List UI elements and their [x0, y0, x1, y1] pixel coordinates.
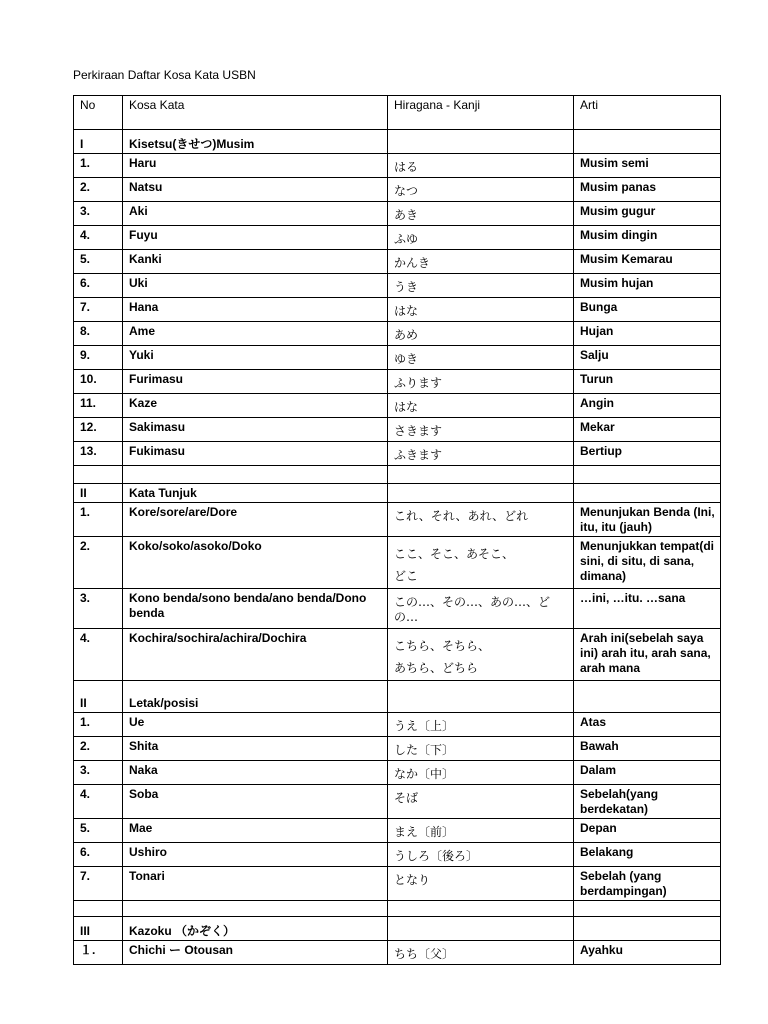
row-kosa-kata-text: Ushiro: [129, 845, 168, 859]
row-hiragana-kanji: [388, 537, 574, 589]
header-hiragana-kanji: Hiragana - Kanji: [388, 96, 574, 130]
row-number: [74, 394, 123, 418]
row-kosa-kata-text: Fukimasu: [129, 444, 186, 458]
row-number: [74, 346, 123, 370]
row-hiragana-kanji-text: [394, 486, 568, 490]
row-kosa-kata: [123, 154, 388, 178]
row-hiragana-kanji-text: うしろ〔後ろ〕: [394, 849, 479, 863]
row-kosa-kata: [123, 761, 388, 785]
row-kosa-kata: [123, 418, 388, 442]
row-hiragana-kanji: [388, 202, 574, 226]
row-kosa-kata-text: Natsu: [129, 180, 163, 194]
row-arti: [574, 226, 721, 250]
row-number-text: 2.: [80, 539, 91, 553]
row-hiragana-kanji-text: [394, 132, 568, 136]
row-kosa-kata: [123, 466, 388, 484]
row-hiragana-kanji-text: うき: [394, 280, 419, 294]
row-number: [74, 202, 123, 226]
row-arti-text: Bawah: [580, 739, 619, 753]
row-arti: [574, 370, 721, 394]
row-hiragana-kanji-text: ふゆ: [394, 232, 419, 246]
row-number-text: 4.: [80, 228, 91, 242]
row-arti-text: Arah ini(sebelah saya ini) arah itu, arah sana, arah mana: [580, 631, 711, 675]
section-header-row: [74, 484, 721, 503]
row-hiragana-kanji: [388, 737, 574, 761]
row-hiragana-kanji-text: ふります: [394, 376, 443, 390]
row-hiragana-kanji-text: はな: [394, 304, 419, 318]
row-hiragana-kanji-text: ゆき: [394, 352, 419, 366]
row-arti-text: …ini, …itu. …sana: [580, 591, 686, 605]
row-number-text: 1.: [80, 715, 91, 729]
row-arti-text: Atas: [580, 715, 607, 729]
row-arti: [574, 917, 721, 941]
row-number: [74, 322, 123, 346]
row-number-text: 7.: [80, 300, 91, 314]
table-row: [74, 250, 721, 274]
table-row: [74, 226, 721, 250]
row-hiragana-kanji: [388, 394, 574, 418]
row-number-text: 7.: [80, 869, 91, 883]
row-arti: [574, 202, 721, 226]
row-number-text: 1.: [80, 156, 91, 170]
row-kosa-kata-text: Ue: [129, 715, 145, 729]
blank-row: [74, 466, 721, 484]
row-arti: [574, 713, 721, 737]
row-arti-text: Musim semi: [580, 156, 649, 170]
row-kosa-kata: [123, 178, 388, 202]
row-arti: [574, 322, 721, 346]
row-arti: [574, 941, 721, 965]
row-hiragana-kanji: [388, 785, 574, 819]
row-hiragana-kanji: [388, 346, 574, 370]
row-arti-text: Dalam: [580, 763, 617, 777]
row-kosa-kata: [123, 843, 388, 867]
row-kosa-kata: [123, 202, 388, 226]
row-arti: [574, 843, 721, 867]
row-arti: [574, 250, 721, 274]
row-hiragana-kanji: [388, 941, 574, 965]
row-number: [74, 867, 123, 901]
row-kosa-kata: [123, 941, 388, 965]
row-hiragana-kanji: [388, 901, 574, 917]
row-number-text: 10.: [80, 372, 97, 386]
row-number-text: 3.: [80, 763, 91, 777]
row-kosa-kata: [123, 394, 388, 418]
row-hiragana-kanji: [388, 819, 574, 843]
row-number: [74, 418, 123, 442]
row-number-text: 6.: [80, 845, 91, 859]
row-arti-text: Sebelah (yang berdampingan): [580, 869, 667, 898]
row-hiragana-kanji-text: ふきます: [394, 448, 443, 462]
row-kosa-kata: [123, 629, 388, 681]
row-kosa-kata-text: Chichi ー Otousan: [129, 943, 234, 957]
row-kosa-kata: [123, 785, 388, 819]
row-hiragana-kanji: [388, 154, 574, 178]
row-arti-text: Musim gugur: [580, 204, 656, 218]
row-kosa-kata-text: Koko/soko/asoko/Doko: [129, 539, 262, 553]
row-kosa-kata: [123, 298, 388, 322]
row-kosa-kata: [123, 484, 388, 503]
row-number-text: II: [80, 486, 87, 500]
row-hiragana-kanji-text: はる: [394, 160, 419, 174]
row-arti: [574, 737, 721, 761]
row-number: [74, 589, 123, 629]
row-kosa-kata: [123, 901, 388, 917]
row-kosa-kata-text: Furimasu: [129, 372, 184, 386]
row-kosa-kata: [123, 681, 388, 713]
header-kosa-kata: Kosa Kata: [123, 96, 388, 130]
row-kosa-kata-text: Kazoku （かぞく）: [129, 924, 236, 938]
vocabulary-table: [73, 95, 721, 965]
document-title: Perkiraan Daftar Kosa Kata USBN: [73, 68, 256, 82]
row-kosa-kata: [123, 442, 388, 466]
row-hiragana-kanji-text: はな: [394, 400, 419, 414]
row-arti-text: Menunjukan Benda (Ini, itu, itu (jauh): [580, 505, 715, 534]
row-number: [74, 819, 123, 843]
row-number: [74, 154, 123, 178]
row-hiragana-kanji: [388, 130, 574, 154]
row-kosa-kata-text: Sakimasu: [129, 420, 186, 434]
row-hiragana-kanji-text: かんき: [394, 256, 431, 270]
row-kosa-kata: [123, 737, 388, 761]
row-kosa-kata-text: Kore/sore/are/Dore: [129, 505, 238, 519]
row-hiragana-kanji-text: ちち〔父〕: [394, 947, 455, 961]
row-kosa-kata-text: Mae: [129, 821, 153, 835]
header-no: No: [74, 96, 123, 130]
row-arti: [574, 346, 721, 370]
table-row: [74, 867, 721, 901]
section-header-row: [74, 917, 721, 941]
row-arti: [574, 484, 721, 503]
row-hiragana-kanji: [388, 629, 574, 681]
row-hiragana-kanji: [388, 503, 574, 537]
row-number-text: 2.: [80, 739, 91, 753]
row-number: [74, 681, 123, 713]
table-row: [74, 785, 721, 819]
row-arti-text: Musim dingin: [580, 228, 658, 242]
row-hiragana-kanji-text: さきます: [394, 424, 443, 438]
row-hiragana-kanji: [388, 761, 574, 785]
row-kosa-kata: [123, 917, 388, 941]
row-hiragana-kanji-text: [394, 919, 568, 923]
row-kosa-kata: [123, 819, 388, 843]
row-number-text: 11.: [80, 396, 97, 410]
row-arti: [574, 154, 721, 178]
row-number-text: 2.: [80, 180, 91, 194]
row-arti: [574, 466, 721, 484]
row-hiragana-kanji-text: なつ: [394, 184, 419, 198]
row-arti-text: Musim panas: [580, 180, 657, 194]
row-number: [74, 250, 123, 274]
row-arti-text: Ayahku: [580, 943, 623, 957]
row-hiragana-kanji-text: ここ、そこ、あそこ、 どこ: [394, 547, 515, 583]
row-kosa-kata-text: Fuyu: [129, 228, 158, 242]
table-row: [74, 713, 721, 737]
table-row: [74, 274, 721, 298]
row-arti: [574, 761, 721, 785]
row-number: [74, 901, 123, 917]
row-arti: [574, 503, 721, 537]
row-arti: [574, 901, 721, 917]
row-kosa-kata-text: Yuki: [129, 348, 154, 362]
section-header-row: [74, 681, 721, 713]
row-arti: [574, 537, 721, 589]
row-arti-text: Bunga: [580, 300, 618, 314]
row-number: [74, 917, 123, 941]
row-arti: [574, 298, 721, 322]
row-kosa-kata: [123, 322, 388, 346]
row-arti-text: Salju: [580, 348, 609, 362]
row-arti-text: Sebelah(yang berdekatan): [580, 787, 659, 816]
row-number-text: １.: [80, 943, 96, 957]
row-hiragana-kanji: [388, 178, 574, 202]
row-kosa-kata-text: Naka: [129, 763, 158, 777]
row-number-text: 1.: [80, 505, 91, 519]
row-number: [74, 274, 123, 298]
row-hiragana-kanji: [388, 298, 574, 322]
row-number: [74, 370, 123, 394]
table-row: [74, 418, 721, 442]
row-hiragana-kanji-text: これ、それ、あれ、どれ: [394, 509, 529, 523]
table-row: [74, 394, 721, 418]
row-kosa-kata-text: Kata Tunjuk: [129, 486, 197, 500]
row-number: [74, 629, 123, 681]
row-hiragana-kanji: [388, 917, 574, 941]
row-kosa-kata-text: Haru: [129, 156, 157, 170]
blank-row: [74, 901, 721, 917]
table-row: [74, 503, 721, 537]
row-arti: [574, 819, 721, 843]
table-row: [74, 202, 721, 226]
row-kosa-kata-text: Kanki: [129, 252, 162, 266]
row-hiragana-kanji: [388, 843, 574, 867]
row-number: [74, 785, 123, 819]
row-arti: [574, 394, 721, 418]
row-arti: [574, 785, 721, 819]
row-hiragana-kanji-text: うえ〔上〕: [394, 719, 455, 733]
row-arti-text: Belakang: [580, 845, 634, 859]
row-kosa-kata-text: Shita: [129, 739, 159, 753]
row-kosa-kata: [123, 503, 388, 537]
row-kosa-kata: [123, 250, 388, 274]
row-number-text: 8.: [80, 324, 91, 338]
row-kosa-kata-text: Tonari: [129, 869, 165, 883]
row-arti-text: Menunjukkan tempat(di sini, di situ, di sana, dimana): [580, 539, 715, 583]
table-row: [74, 442, 721, 466]
table-row: [74, 589, 721, 629]
row-hiragana-kanji: [388, 250, 574, 274]
row-arti: [574, 681, 721, 713]
row-kosa-kata-text: Uki: [129, 276, 148, 290]
row-hiragana-kanji: [388, 713, 574, 737]
row-arti: [574, 274, 721, 298]
row-hiragana-kanji: [388, 681, 574, 713]
row-kosa-kata-text: Hana: [129, 300, 159, 314]
row-hiragana-kanji: [388, 484, 574, 503]
row-hiragana-kanji-text: この…、その…、あの…、どの…: [394, 595, 551, 624]
row-hiragana-kanji-text: となり: [394, 873, 431, 887]
row-number-text: 4.: [80, 631, 91, 645]
table-row: [74, 737, 721, 761]
row-kosa-kata-text: Kisetsu(きせつ)Musim: [129, 137, 255, 151]
row-number-text: 3.: [80, 204, 91, 218]
row-number: [74, 503, 123, 537]
row-arti: [574, 418, 721, 442]
row-number: [74, 843, 123, 867]
row-hiragana-kanji-text: そば: [394, 791, 419, 805]
row-hiragana-kanji: [388, 442, 574, 466]
table-row: [74, 154, 721, 178]
row-number: [74, 713, 123, 737]
row-number-text: III: [80, 924, 91, 938]
row-number: [74, 484, 123, 503]
row-kosa-kata-text: Ame: [129, 324, 156, 338]
row-number: [74, 442, 123, 466]
row-number: [74, 761, 123, 785]
table-row: [74, 178, 721, 202]
row-kosa-kata-text: Soba: [129, 787, 159, 801]
row-arti-text: Angin: [580, 396, 614, 410]
table-row: [74, 843, 721, 867]
table-row: [74, 941, 721, 965]
table-header-row: [74, 96, 721, 130]
row-arti-text: Depan: [580, 821, 617, 835]
row-arti-text: Turun: [580, 372, 614, 386]
table-row: [74, 761, 721, 785]
row-number: [74, 537, 123, 589]
table-body: [74, 130, 721, 965]
row-number: [74, 298, 123, 322]
row-number: [74, 466, 123, 484]
table-row: [74, 819, 721, 843]
row-kosa-kata-text: Letak/posisi: [129, 696, 199, 710]
row-number-text: 9.: [80, 348, 91, 362]
row-number-text: 13.: [80, 444, 97, 458]
header-arti: Arti: [574, 96, 721, 130]
table-row: [74, 346, 721, 370]
row-number-text: II: [80, 696, 87, 710]
row-arti-text: Musim hujan: [580, 276, 654, 290]
row-arti-text: Hujan: [580, 324, 614, 338]
table-row: [74, 629, 721, 681]
row-hiragana-kanji: [388, 322, 574, 346]
row-number-text: 12.: [80, 420, 97, 434]
row-hiragana-kanji-text: こちら、そちら、 あちら、どちら: [394, 639, 491, 675]
row-hiragana-kanji: [388, 867, 574, 901]
row-arti: [574, 867, 721, 901]
row-arti-text: Bertiup: [580, 444, 622, 458]
row-kosa-kata: [123, 370, 388, 394]
row-arti: [574, 629, 721, 681]
row-number-text: 6.: [80, 276, 91, 290]
row-kosa-kata: [123, 130, 388, 154]
row-hiragana-kanji-text: あき: [394, 208, 419, 222]
row-kosa-kata: [123, 226, 388, 250]
row-number-text: 4.: [80, 787, 91, 801]
row-number-text: 5.: [80, 821, 91, 835]
row-number: [74, 178, 123, 202]
row-hiragana-kanji: [388, 370, 574, 394]
section-header-row: [74, 130, 721, 154]
row-arti: [574, 589, 721, 629]
row-hiragana-kanji: [388, 418, 574, 442]
row-hiragana-kanji-text: まえ〔前〕: [394, 825, 455, 839]
row-number: [74, 130, 123, 154]
row-kosa-kata-text: Kochira/sochira/achira/Dochira: [129, 631, 307, 645]
row-arti: [574, 130, 721, 154]
row-hiragana-kanji-text: [394, 683, 568, 687]
row-kosa-kata-text: Aki: [129, 204, 148, 218]
table-row: [74, 537, 721, 589]
row-kosa-kata: [123, 274, 388, 298]
row-number: [74, 226, 123, 250]
row-hiragana-kanji-text: [394, 468, 568, 472]
row-arti: [574, 178, 721, 202]
row-arti: [574, 442, 721, 466]
row-number: [74, 737, 123, 761]
row-arti-text: Musim Kemarau: [580, 252, 673, 266]
row-kosa-kata: [123, 346, 388, 370]
row-kosa-kata: [123, 589, 388, 629]
row-kosa-kata-text: Kaze: [129, 396, 158, 410]
row-kosa-kata: [123, 867, 388, 901]
row-hiragana-kanji: [388, 466, 574, 484]
row-hiragana-kanji: [388, 589, 574, 629]
row-number-text: 5.: [80, 252, 91, 266]
row-number-text: I: [80, 137, 84, 151]
row-hiragana-kanji: [388, 226, 574, 250]
row-hiragana-kanji: [388, 274, 574, 298]
row-hiragana-kanji-text: [394, 903, 568, 907]
table-row: [74, 322, 721, 346]
table-row: [74, 370, 721, 394]
row-kosa-kata-text: Kono benda/sono benda/ano benda/Dono benda: [129, 591, 367, 620]
row-hiragana-kanji-text: した〔下〕: [394, 743, 455, 757]
row-kosa-kata: [123, 537, 388, 589]
row-hiragana-kanji-text: あめ: [394, 328, 419, 342]
table-row: [74, 298, 721, 322]
row-number: [74, 941, 123, 965]
row-arti-text: Mekar: [580, 420, 615, 434]
row-kosa-kata: [123, 713, 388, 737]
row-number-text: 3.: [80, 591, 91, 605]
row-hiragana-kanji-text: なか〔中〕: [394, 767, 455, 781]
